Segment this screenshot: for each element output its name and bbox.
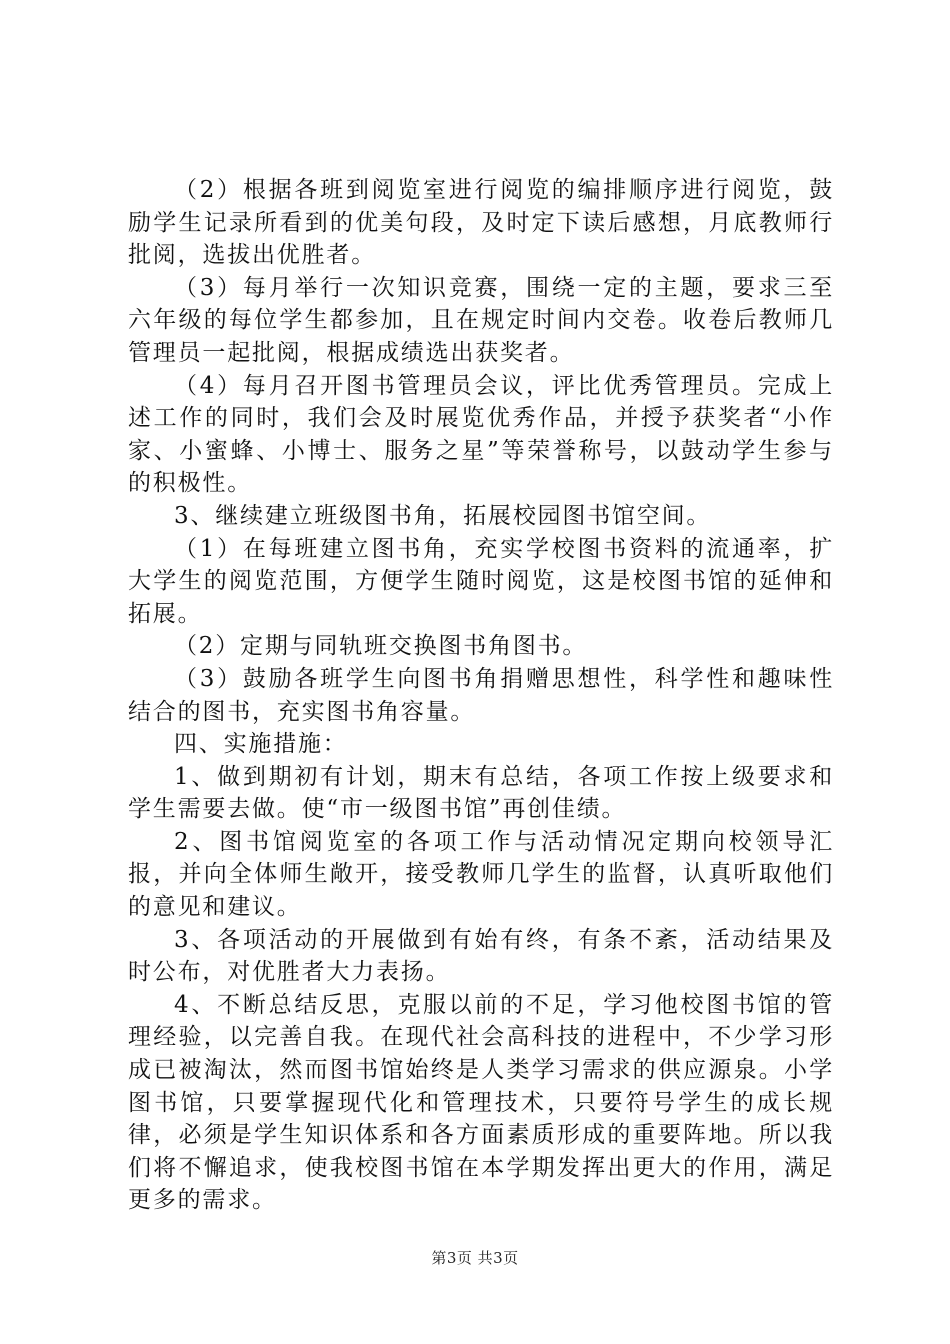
paragraph-measure-planning: 1、做到期初有计划，期末有总结，各项工作按上级要求和学生需要去做。使“市一级图书馆”再创佳绩。 xyxy=(128,763,834,823)
section-heading-measures: 四、实施措施： xyxy=(174,731,348,758)
paragraph-class-book-corner: 3、继续建立班级图书角，拓展校园图书馆空间。 xyxy=(174,502,712,529)
paragraph-librarian-meeting: （4）每月召开图书管理员会议，评比优秀管理员。完成上述工作的同时，我们会及时展览优秀作品，并授予获奖者“小作家、小蜜蜂、小博士、服务之星”等荣誉称号，以鼓动学生参与的积极性。 xyxy=(128,372,834,497)
paragraph-book-donation: （3）鼓励各班学生向图书角捐赠思想性，科学性和趣味性结合的图书，充实图书角容量。 xyxy=(128,665,834,725)
document-body xyxy=(128,174,834,1217)
paragraph-measure-reflection: 4、不断总结反思，克服以前的不足，学习他校图书馆的管理经验，以完善自我。在现代社会高科技的进程中，不少学习形成已被淘汰，然而图书馆始终是人类学习需求的供应源泉。小学图书馆，只要掌握现代化和管理技术，只要符号学生的成长规律，必须是学生知识体系和各方面素质形成的重要阵地。所以我们将不懈追求，使我校图书馆在本学期发挥出更大的作用，满足更多的需求。 xyxy=(128,991,834,1214)
paragraph-knowledge-contest: （3）每月举行一次知识竞赛，围绕一定的主题，要求三至六年级的每位学生都参加，且在规定时间内交卷。收卷后教师几管理员一起批阅，根据成绩选出获奖者。 xyxy=(128,274,834,366)
paragraph-book-corner-setup: （1）在每班建立图书角，充实学校图书资料的流通率，扩大学生的阅览范围，方便学生随时阅览，这是校图书馆的延伸和拓展。 xyxy=(128,535,834,627)
paragraph-reading-records: （2）根据各班到阅览室进行阅览的编排顺序进行阅览，鼓励学生记录所看到的优美句段，及时定下读后感想，月底教师行批阅，选拔出优胜者。 xyxy=(128,177,834,269)
paragraph-book-exchange: （2）定期与同轨班交换图书角图书。 xyxy=(174,633,588,660)
page-number-footer: 第3页 共3页 xyxy=(431,1249,519,1267)
paragraph-measure-activities: 3、各项活动的开展做到有始有终，有条不紊，活动结果及时公布，对优胜者大力表扬。 xyxy=(128,926,834,986)
paragraph-measure-reporting: 2、图书馆阅览室的各项工作与活动情况定期向校领导汇报，并向全体师生敞开，接受教师几学生的监督，认真听取他们的意见和建议。 xyxy=(128,828,834,921)
